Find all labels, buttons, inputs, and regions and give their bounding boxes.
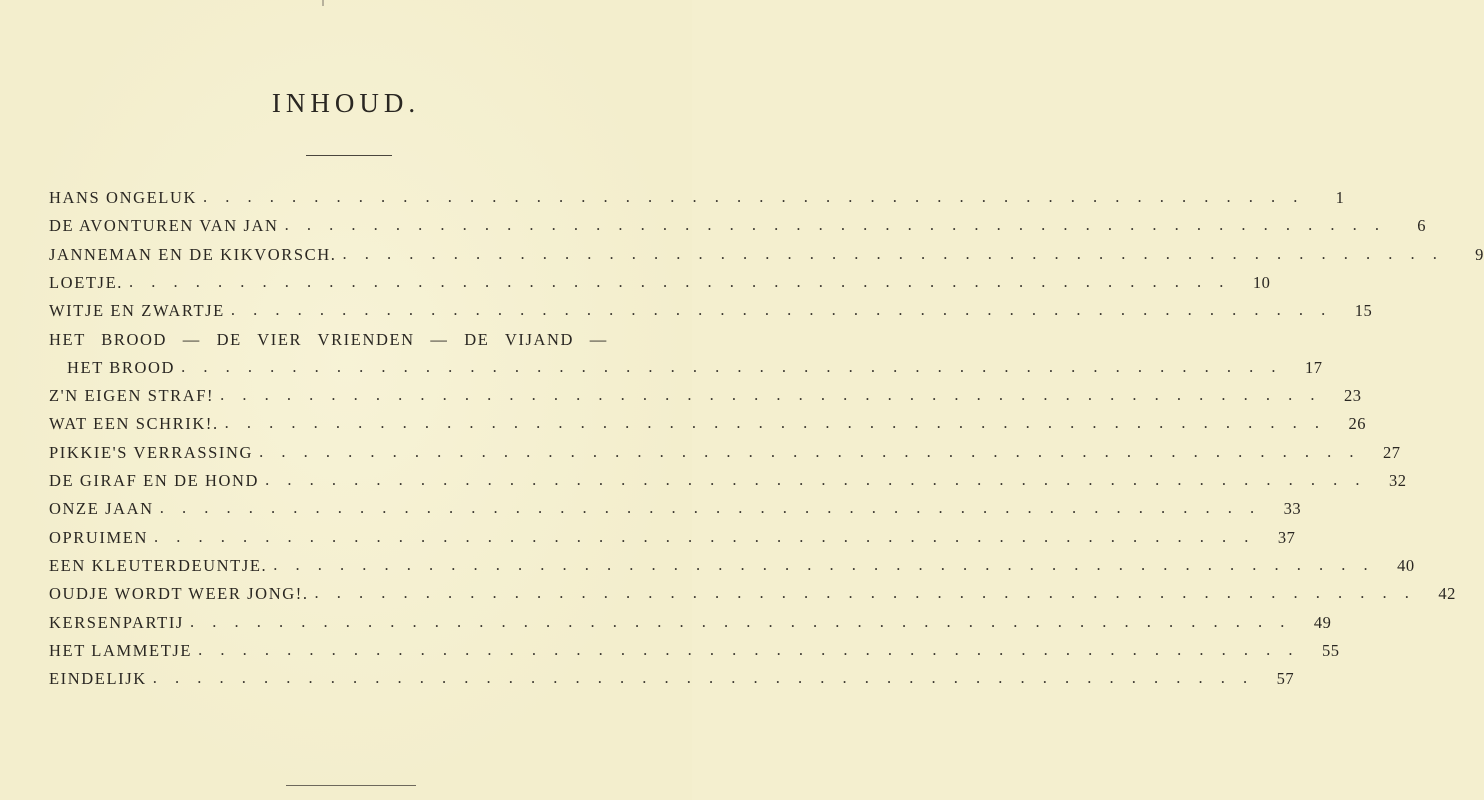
toc-entry-title: WITJE EN ZWARTJE xyxy=(49,301,225,321)
toc-entry xyxy=(67,356,1323,382)
toc-entry-page: 27 xyxy=(1382,442,1401,462)
toc-entry-title: OPRUIMEN xyxy=(49,527,148,547)
toc-entry-title: ONZE JAAN xyxy=(49,499,154,519)
dot-leader: . . . . . . . . . . . . . . . . . . . . . . . . . . . . . . . . . . . . . . . . . . . . . . . . . . xyxy=(230,300,1333,320)
toc-entry xyxy=(49,639,1340,665)
toc-entry-title: DE AVONTUREN VAN JAN xyxy=(49,216,279,236)
toc-entry-title: DE GIRAF EN DE HOND xyxy=(49,471,260,490)
toc-entry-page: 33 xyxy=(1283,499,1302,519)
dot-leader: . . . . . . . . . . . . . . . . . . . . . . . . . . . . . . . . . . . . . . . . . . . . . . . . . . xyxy=(265,470,1367,489)
dot-leader: . . . . . . . . . . . . . . . . . . . . . . . . . . . . . . . . . . . . . . . . . . . . . . . . . . xyxy=(284,215,1386,235)
toc-entry xyxy=(49,385,1362,410)
toc-entry-page: 49 xyxy=(1313,612,1332,632)
toc-entry-title: EEN KLEUTERDEUNTJE. xyxy=(49,555,268,575)
toc-entry xyxy=(49,330,652,354)
dot-leader: . . . . . . . . . . . . . . . . . . . . . . . . . . . . . . . . . . . . . . . . . . . . . . . . . . xyxy=(224,413,1327,433)
page-mark xyxy=(322,0,324,6)
toc-entry-title: Z'N EIGEN STRAF! xyxy=(49,386,215,406)
dot-leader: . . . . . . . . . . . . . . . . . . . . . . . . . . . . . . . . . . . . . . . . . . . . . . . . . . xyxy=(181,356,1283,376)
toc-entry-title: EINDELIJK xyxy=(49,669,147,689)
toc-entry-title: OUDJE WORDT WEER JONG!. xyxy=(49,584,309,604)
toc-entry-page: 40 xyxy=(1397,555,1415,575)
toc-entry-title: HET BROOD — DE VIER VRIENDEN — DE VIJAND — xyxy=(49,329,608,349)
dot-leader: . . . . . . . . . . . . . . . . . . . . . . . . . . . . . . . . . . . . . . . . . . . . . . . . . . xyxy=(159,498,1262,518)
toc-entry-title: WAT EEN SCHRIK!. xyxy=(49,414,219,434)
toc-entry-page: 10 xyxy=(1252,272,1271,292)
dot-leader: . . . . . . . . . . . . . . . . . . . . . . . . . . . . . . . . . . . . . . . . . . . . . . . . . . xyxy=(259,441,1361,461)
toc-entry-page: 32 xyxy=(1388,471,1407,490)
toc-entry-title: KERSENPARTIJ xyxy=(49,612,184,632)
dot-leader: . . . . . . . . . . . . . . . . . . . . . . . . . . . . . . . . . . . . . . . . . . . . . . . . . . xyxy=(273,554,1375,574)
toc-entry-title: HET BROOD xyxy=(67,357,176,377)
dot-leader: . . . . . . . . . . . . . . . . . . . . . . . . . . . . . . . . . . . . . . . . . . . . . . . . . . xyxy=(314,583,1416,603)
toc-entry xyxy=(49,243,1484,269)
toc-entry-title: PIKKIE'S VERRASSING xyxy=(49,442,254,462)
toc-entry xyxy=(49,583,1456,608)
toc-entry-title: LOETJE. xyxy=(49,272,123,292)
toc-entry xyxy=(49,498,1302,523)
dot-leader: . . . . . . . . . . . . . . . . . . . . . . . . . . . . . . . . . . . . . . . . . . . . . . . . . . xyxy=(128,271,1231,291)
toc-entry xyxy=(49,187,1345,212)
toc-entry-page: 6 xyxy=(1417,216,1426,236)
toc-entry-page: 15 xyxy=(1354,301,1373,321)
toc-entry-page: 9 xyxy=(1475,244,1484,264)
toc-entry-title: HANS ONGELUK xyxy=(49,188,197,207)
toc-entry-title: JANNEMAN EN DE KIKVORSCH. xyxy=(49,244,337,264)
bottom-divider xyxy=(286,785,416,786)
toc-entry-page: 57 xyxy=(1276,669,1295,689)
toc-entry-page: 42 xyxy=(1438,584,1456,604)
dot-leader: . . . . . . . . . . . . . . . . . . . . . . . . . . . . . . . . . . . . . . . . . . . . . . . . . . xyxy=(152,668,1255,688)
toc-entry xyxy=(49,554,1415,580)
toc-entry xyxy=(49,271,1271,297)
toc-entry-page: 55 xyxy=(1321,640,1340,660)
toc-entry xyxy=(49,470,1407,495)
dot-leader: . . . . . . . . . . . . . . . . . . . . . . . . . . . . . . . . . . . . . . . . . . . . . . . . . . xyxy=(198,639,1300,659)
dot-leader: . . . . . . . . . . . . . . . . . . . . . . . . . . . . . . . . . . . . . . . . . . . . . . . . . . xyxy=(153,526,1256,546)
toc-entry-page: 23 xyxy=(1344,386,1362,406)
toc-entry xyxy=(49,441,1401,467)
dot-leader: . . . . . . . . . . . . . . . . . . . . . . . . . . . . . . . . . . . . . . . . . . . . . . . . . . xyxy=(342,243,1444,263)
page-title: INHOUD. xyxy=(271,88,421,118)
title-divider xyxy=(306,155,392,156)
toc-entry xyxy=(49,215,1426,240)
toc-entry xyxy=(49,611,1332,637)
toc-entry xyxy=(49,413,1367,438)
toc-entry-page: 26 xyxy=(1348,414,1367,434)
toc-entry-page: 17 xyxy=(1304,357,1323,377)
dot-leader: . . . . . . . . . . . . . . . . . . . . . . . . . . . . . . . . . . . . . . . . . . . . . . . . . . xyxy=(203,187,1305,206)
toc-entry xyxy=(49,300,1373,325)
toc-entry xyxy=(49,526,1296,552)
toc-entry-title: HET LAMMETJE xyxy=(49,640,193,660)
toc-entry xyxy=(49,668,1295,693)
dot-leader: . . . . . . . . . . . . . . . . . . . . . . . . . . . . . . . . . . . . . . . . . . . . . . . . . . xyxy=(220,385,1322,405)
toc-entry-page: 1 xyxy=(1335,188,1345,207)
toc-entry-page: 37 xyxy=(1277,527,1296,547)
dot-leader: . . . . . . . . . . . . . . . . . . . . . . . . . . . . . . . . . . . . . . . . . . . . . . . . . . xyxy=(189,611,1292,631)
